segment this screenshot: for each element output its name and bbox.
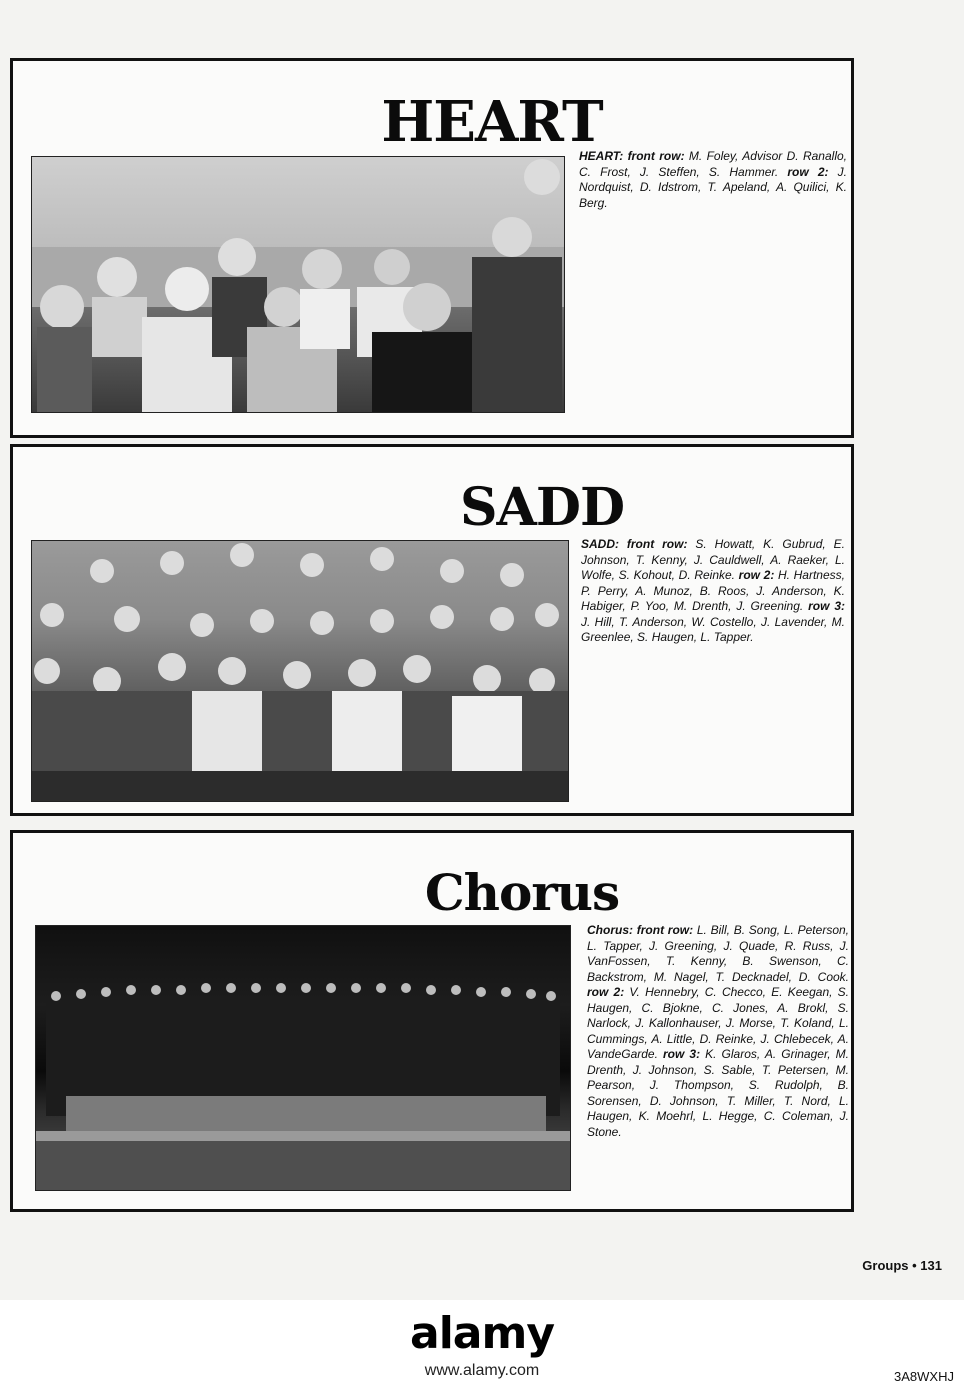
sadd-caption-part3: J. Hill, T. Anderson, W. Costello, J. Lavender, M. Greenlee, S. Haugen, L. Tapper.	[581, 614, 845, 644]
sadd-title: SADD	[459, 477, 625, 538]
chorus-caption-part3: K. Glaros, A. Grinager, M. Drenth, J. Johnson, S. Sable, T. Petersen, M. Pearson, J. Thompson, S. Rudolph, B. Sorensen, D. Johnson, T. Miller, T. Nord, L. Haugen, K. Moehrl, L. Hegge, C. Coleman, J. Stone.	[587, 1047, 849, 1139]
heart-row2-label: row 2:	[787, 164, 829, 179]
sadd-row2-label: row 2:	[738, 568, 775, 582]
sadd-caption-lead: SADD: front row:	[581, 537, 688, 551]
sadd-caption-part1: S. Howatt, K. Gubrud, E. Johnson, T. Kenny, J. Cauldwell, A. Raeker, L. Wolfe, S. Kohout, D. Reinke.	[581, 537, 845, 582]
heart-panel	[10, 58, 854, 438]
watermark-url: www.alamy.com	[424, 1362, 540, 1379]
sadd-caption-part2: H. Hartness, P. Perry, A. Munoz, B. Roos, J. Anderson, K. Habiger, P. Yoo, M. Drenth, J. Greening.	[581, 568, 845, 613]
chorus-panel	[10, 830, 854, 1212]
chorus-photo-figures	[36, 926, 570, 1190]
chorus-group-photo	[35, 925, 571, 1191]
chorus-caption-part1: L. Bill, B. Song, L. Peterson, L. Tapper, J. Greening, J. Quade, R. Russ, J. VanFossen, T. Kenny, B. Swenson, C. Backstrom, M. Nagel, T. Decknadel, D. Cook.	[587, 923, 849, 984]
sadd-group-photo	[31, 540, 569, 802]
sadd-caption	[581, 537, 845, 646]
heart-caption-part2: J. Nordquist, D. Idstrom, T. Apeland, A. Quilici, K. Berg.	[579, 164, 847, 210]
heart-caption	[579, 149, 847, 211]
heart-photo-figures	[32, 157, 564, 412]
chorus-caption-lead: Chorus: front row:	[587, 923, 694, 937]
heart-caption-part1: M. Foley, Advisor D. Ranallo, C. Frost, J. Steffen, S. Hammer.	[579, 149, 847, 179]
chorus-caption-part2: V. Hennebry, C. Checco, E. Keegan, S. Haugen, C. Bjokne, C. Jones, A. Brokl, S. Narlock, J. Kallonhauser, J. Morse, T. Koland, L. Cummings, A. Little, D. Reinke, J. Chlebecek, A. VandeGarde.	[587, 985, 849, 1061]
chorus-title: Chorus	[424, 863, 620, 922]
chorus-row2-label: row 2:	[587, 985, 625, 999]
chorus-caption	[587, 923, 849, 1140]
heart-title: HEART	[381, 89, 603, 155]
watermark-bar	[0, 1300, 964, 1390]
sadd-panel	[10, 444, 854, 816]
watermark-image-id: 3A8WXHJ	[894, 1369, 954, 1384]
sadd-photo-figures	[32, 541, 568, 801]
page-number: Groups • 131	[862, 1258, 942, 1273]
heart-group-photo	[31, 156, 565, 413]
watermark-logo: alamy	[410, 1308, 554, 1359]
sadd-row3-label: row 3:	[808, 599, 845, 613]
heart-caption-lead: HEART: front row:	[579, 149, 685, 163]
chorus-row3-label: row 3:	[663, 1047, 701, 1061]
